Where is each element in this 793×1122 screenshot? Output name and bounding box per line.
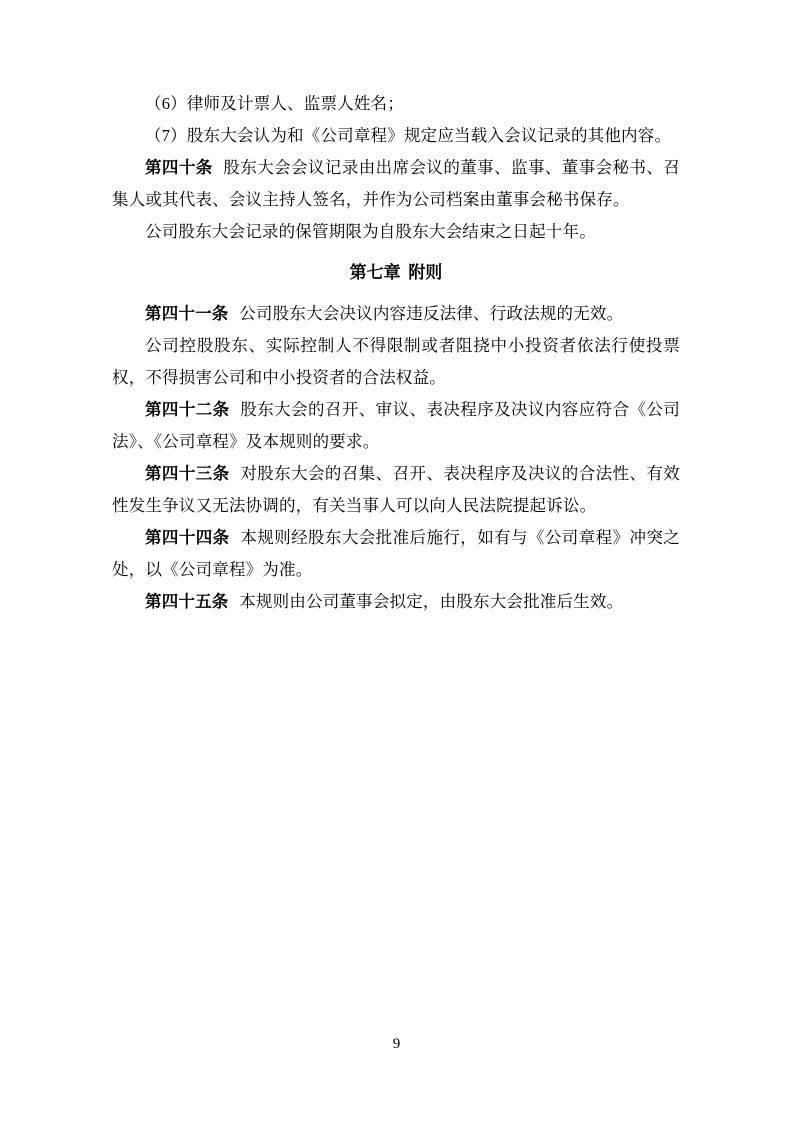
paragraph-text: （6）律师及计票人、监票人姓名；: [145, 94, 404, 113]
article-40: [112, 152, 680, 216]
chapter-title: 附则: [408, 263, 443, 282]
article-number: 第四十条: [145, 158, 213, 177]
paragraph-text: （7）股东大会认为和《公司章程》规定应当载入会议记录的其他内容。: [145, 126, 672, 145]
chapter-label: 第七章: [349, 263, 401, 282]
paragraph-text: 本规则由公司董事会拟定，由股东大会批准后生效。: [239, 592, 624, 611]
list-item-7: [112, 120, 680, 152]
article-45: [112, 586, 680, 618]
article-44: [112, 522, 680, 586]
paragraph-text: 公司股东大会决议内容违反法律、行政法规的无效。: [239, 304, 624, 323]
paragraph-text: 公司控股股东、实际控制人不得限制或者阻挠中小投资者依法行使投票权，不得损害公司和中小投资者的合法权益。: [112, 336, 680, 387]
paragraph-text: 股东大会会议记录由出席会议的董事、监事、董事会秘书、召集人或其代表、会议主持人签名，并作为公司档案由董事会秘书保存。: [112, 158, 680, 209]
paragraph-text: 本规则经股东大会批准后施行，如有与《公司章程》冲突之处，以《公司章程》为准。: [112, 528, 681, 579]
paragraph-text: 股东大会的召开、审议、表决程序及决议内容应符合《公司法》、《公司章程》及本规则的要求。: [112, 400, 681, 451]
article-41: [112, 298, 680, 330]
article-43: [112, 458, 680, 522]
article-number: 第四十二条: [145, 400, 230, 419]
article-number: 第四十三条: [145, 464, 230, 483]
list-item-6: [112, 88, 680, 120]
article-number: 第四十四条: [145, 528, 230, 547]
paragraph-text: 公司股东大会记录的保管期限为自股东大会结束之日起十年。: [145, 222, 596, 241]
article-number: 第四十一条: [145, 304, 229, 323]
article-number: 第四十五条: [145, 592, 229, 611]
document-body: [112, 88, 680, 618]
article-40-continuation: [112, 216, 680, 248]
page-number: 9: [392, 1036, 401, 1052]
article-41-continuation: [112, 330, 680, 394]
article-42: [112, 394, 680, 458]
chapter-heading: [112, 257, 680, 289]
paragraph-text: 对股东大会的召集、召开、表决程序及决议的合法性、有效性发生争议又无法协调的，有关当事人可以向人民法院提起诉讼。: [112, 464, 681, 515]
